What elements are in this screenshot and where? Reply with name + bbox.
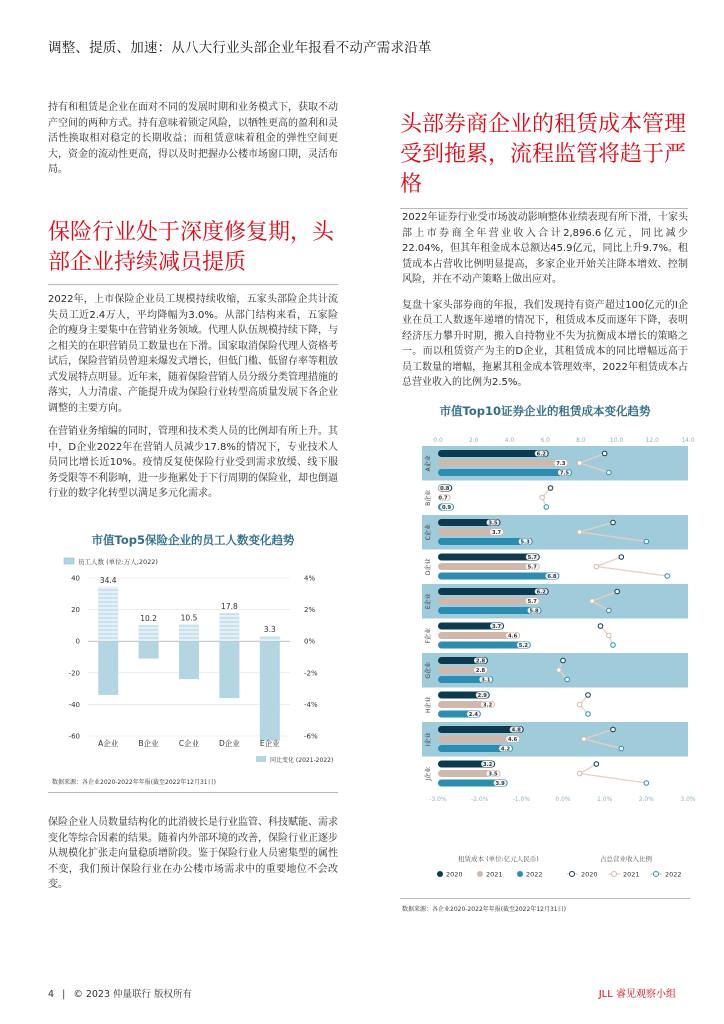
cost-value-label: 0.7	[438, 495, 448, 502]
count-value-label: 17.8	[221, 602, 238, 612]
cost-bar	[438, 460, 568, 467]
legend-counts-label: 员工人数 (单位:万人,2022)	[78, 558, 158, 566]
legend-label: 2021	[486, 870, 503, 879]
top-tick-label: 14.0	[681, 437, 695, 444]
category-label: C企业	[425, 524, 432, 541]
y-tick-label: 40	[71, 574, 80, 583]
legend-dot	[437, 871, 443, 877]
x-category-label: A企业	[98, 739, 119, 748]
securities-chart-source: 数据来源：各企业2020-2022年年报(截至2022年12月31日)	[402, 906, 566, 913]
cost-value-label: 6.2	[536, 451, 546, 458]
cost-value-label: 3.5	[488, 771, 498, 778]
bottom-tick-label: 2.0%	[638, 796, 654, 803]
y-tick-label: -40	[68, 700, 80, 709]
ratio-point	[565, 677, 570, 682]
ratio-point	[540, 495, 545, 500]
cost-value-label: 7.3	[556, 460, 566, 467]
count-bar	[139, 625, 159, 641]
left-intro	[48, 100, 338, 178]
top-tick-label: 2.0	[468, 437, 479, 444]
count-bar	[179, 625, 199, 642]
y-right-tick-label: -4%	[304, 700, 318, 709]
bottom-tick-label: -2.0%	[470, 796, 489, 803]
ratio-point	[602, 451, 607, 456]
footer-separator: |	[62, 989, 66, 1000]
cost-bar	[438, 588, 549, 595]
category-label: G企业	[425, 661, 432, 679]
bottom-tick-label: 0.0%	[555, 796, 571, 803]
insurance-chart-source: 数据来源：各企业2020-2022年年报(截至2022年12月31日)	[52, 779, 216, 786]
legend-label: 2020	[581, 870, 598, 879]
y-right-tick-label: -6%	[304, 732, 318, 741]
legend-dot	[477, 871, 483, 877]
cost-value-label: 5.7	[527, 554, 537, 561]
securities-legend	[430, 866, 700, 882]
cost-value-label: 3.9	[495, 780, 505, 787]
cost-bar	[438, 554, 540, 561]
cost-value-label: 2.8	[475, 658, 486, 665]
change-bar	[139, 641, 159, 658]
x-category-label: C企业	[178, 739, 200, 748]
cost-value-label: 6.8	[547, 573, 557, 580]
ratio-point	[665, 574, 670, 579]
chart-divider	[48, 792, 338, 793]
cost-value-label: 2.4	[468, 711, 478, 718]
count-value-label: 10.5	[180, 613, 198, 623]
copyright: © 2023 仲量联行 版权所有	[73, 989, 193, 1000]
top-tick-label: 10.0	[609, 437, 624, 444]
ratio-point	[598, 624, 603, 629]
legend-dot	[517, 871, 523, 877]
ratio-point	[615, 589, 620, 594]
change-bar	[179, 641, 199, 679]
cost-bar	[438, 607, 542, 614]
ratio-point	[577, 702, 582, 707]
insurance-chart-title: 市值Top5保险企业的员工人数变化趋势	[91, 533, 295, 547]
ratio-point	[582, 737, 587, 742]
ratio-point	[577, 771, 582, 776]
cost-bar	[438, 563, 540, 570]
ratio-point	[619, 746, 624, 751]
cost-value-label: 6.2	[536, 589, 546, 596]
y-right-tick-label: -2%	[304, 669, 318, 678]
cost-value-label: 4.6	[508, 633, 518, 640]
category-label: B企业	[425, 489, 432, 506]
footer-left	[48, 986, 192, 1000]
cost-value-label: 2.9	[477, 692, 487, 699]
top-tick-label: 6.0	[540, 437, 550, 444]
securities-chart-divider	[400, 898, 690, 899]
cost-value-label: 3.2	[483, 761, 493, 768]
cost-bar	[438, 469, 572, 476]
legend-marker	[654, 872, 659, 877]
ratio-line	[596, 557, 667, 576]
cost-bar	[438, 598, 540, 605]
ratio-point	[611, 727, 616, 732]
ratio-point	[619, 555, 624, 560]
securities-xlabel-left: 租赁成本 (单位:亿元人民币)	[458, 855, 539, 863]
legend-change-label: 同比变化 (2021-2022)	[270, 757, 334, 764]
heading-divider	[48, 284, 338, 285]
ratio-point	[561, 658, 566, 663]
cost-bar	[438, 573, 559, 580]
x-category-label: B企业	[138, 739, 159, 748]
ratio-point	[557, 668, 562, 673]
y-tick-label: 20	[71, 606, 80, 615]
category-label: J企业	[425, 766, 432, 781]
brand-footer: JLL 睿见观察小组	[598, 989, 676, 1000]
insurance-conclusion	[48, 815, 338, 893]
cost-value-label: 0.9	[441, 504, 452, 511]
cost-value-label: 2.8	[475, 667, 486, 674]
cost-value-label: 5.7	[527, 598, 537, 605]
ratio-point	[586, 693, 591, 698]
ratio-point	[644, 781, 649, 786]
bottom-tick-label: -3.0%	[429, 796, 447, 803]
intro-paragraph: 持有和租赁是企业在面对不同的发展时期和业务模式下，获取不动产空间的两种方式。持有意味着锁定风险，以牺牲更高的盈利和灵活性换取相对稳定的长期收益；而租赁意味着租金的弹性空间更大，资金的流动性更高，得以及时把握办公楼市场窗口期，灵活布局。	[48, 102, 338, 175]
cost-value-label: 5.3	[520, 539, 530, 546]
cost-value-label: 5.8	[529, 608, 539, 615]
bottom-tick-label: 3.0%	[680, 796, 696, 803]
ratio-point	[611, 520, 616, 525]
cost-value-label: 3.1	[481, 677, 491, 684]
x-category-label: E企业	[259, 739, 280, 748]
ratio-point	[594, 564, 599, 569]
legend-marker	[612, 872, 617, 877]
insurance-paragraph-3: 保险企业人员数量结构化的此消彼长是行业监管、科技赋能、需求变化等综合因素的结果。随着内外部环境的改善，保险行业正逐步从规模化扩张走向量稳质增阶段。鉴于保险行业人员密集型的属性不变，我们预计保险行业在办公楼市场需求中的重要地位不会改变。	[48, 817, 338, 890]
ratio-point	[607, 633, 612, 638]
category-label: H企业	[425, 696, 432, 714]
ratio-point	[594, 762, 599, 767]
cost-value-label: 4.8	[511, 727, 521, 734]
count-bar	[260, 636, 280, 641]
y-right-tick-label: 0%	[304, 637, 316, 646]
legend-marker	[570, 872, 575, 877]
change-bar	[260, 641, 280, 741]
ratio-point	[644, 539, 649, 544]
change-bar	[219, 641, 239, 698]
ratio-point	[611, 643, 616, 648]
securities-heading: 头部券商企业的租赁成本管理受到拖累，流程监管将趋于严格	[400, 112, 687, 197]
category-label: I企业	[425, 732, 432, 747]
category-label: E企业	[425, 593, 432, 610]
page-number: 4	[48, 989, 55, 1000]
top-tick-label: 0.0	[433, 437, 443, 444]
y-right-tick-label: 2%	[304, 606, 316, 615]
bottom-tick-label: 1.0%	[597, 796, 613, 803]
ratio-point	[544, 505, 549, 510]
securities-text	[402, 210, 688, 391]
insurance-heading-block	[48, 218, 340, 285]
legend-counts-swatch	[64, 558, 74, 564]
top-tick-label: 12.0	[645, 437, 659, 444]
ratio-point	[548, 486, 553, 491]
count-bar	[219, 613, 239, 641]
cost-value-label: 5.7	[527, 564, 537, 571]
insurance-text	[48, 292, 338, 502]
cost-value-label: 0.8	[440, 485, 450, 492]
y-right-tick-label: 4%	[304, 574, 316, 583]
count-bar	[98, 587, 118, 641]
legend-label: 2022	[526, 870, 543, 879]
legend-label: 2022	[665, 870, 682, 879]
securities-xlabel-right: 占总营业收入比例	[600, 855, 652, 863]
securities-paragraph-2: 复盘十家头部券商的年报，我们发现持有资产超过100亿元的I企业在员工人数逐年递增的情况下，租赁成本反而逐年下降，表明经济压力攀升时期，搬入自持物业不失为抗衡成本增长的策略之一。而以租赁资产为主的D企业，其租赁成本的同比增幅远高于员工数量的增幅，拖累其租金成本管理效率，2022年租赁成本占总营业收入的比例为2.5%。	[402, 299, 688, 388]
ratio-point	[607, 608, 612, 613]
securities-heading-block	[400, 110, 690, 209]
count-value-label: 34.4	[99, 575, 117, 585]
cost-value-label: 5.2	[518, 642, 528, 649]
ratio-point	[577, 530, 582, 535]
cost-value-label: 3.2	[483, 702, 493, 709]
count-value-label: 10.2	[140, 614, 157, 624]
category-label: F企业	[425, 628, 432, 644]
insurance-heading: 保险行业处于深度修复期，头部企业持续减员提质	[48, 220, 335, 275]
x-category-label: D企业	[219, 739, 240, 748]
insurance-chart	[40, 550, 340, 782]
bottom-tick-label: -1.0%	[512, 796, 531, 803]
cost-bar	[438, 538, 533, 545]
cost-bar	[438, 450, 549, 457]
securities-chart	[400, 432, 700, 882]
cost-value-label: 4.6	[508, 736, 518, 743]
change-bar	[98, 641, 118, 695]
ratio-point	[607, 470, 612, 475]
insurance-paragraph-1: 2022年，上市保险企业员工规模持续收缩，五家头部险企共计流失员工近2.4万人，平均降幅为3.0%。从部门结构来看，五家险企的瘦身主要集中在营销业务领域。代理人队伍规模持续下降，与之相关的在职营销员工数量也在下滑。国家取消保险代理人资格考试后，保险营销员曾迎来爆发式增长，但低门槛、低留存率等粗放式发展特点明显。近年来，随着保险营销人员分级分类管理措施的落实，人力清虚、产能提升成为保险行业转型高质量发展下各企业调整的主要方向。	[48, 294, 338, 414]
y-tick-label: -60	[68, 732, 80, 741]
cost-value-label: 4.2	[500, 746, 511, 753]
ratio-point	[586, 712, 591, 717]
ratio-line	[580, 764, 647, 783]
insurance-paragraph-2: 在营销业务缩编的同时，管理和技术类人员的比例却有所上升。其中，D企业2022年在营销人员减少17.8%的情况下，专业技术人员同比增长近10%。疫情反复使保险行业受到需求放缓、线下服务受限等不利影响，进一步拖累处于下行周期的保险业，却也倒逼行业的数字化转型以满足多元化需求。	[48, 426, 338, 499]
cost-value-label: 3.5	[488, 520, 498, 527]
cost-value-label: 3.7	[491, 623, 502, 630]
securities-paragraph-1: 2022年证券行业受市场波动影响整体业绩表现有所下滑，十家头部上市券商全年营业收入合计2,896.6亿元，同比减少22.04%，但其年租金成本总额达45.9亿元，同比上升9.7%。租赁成本占营收比例明显提高，多家企业开始关注降本增效、控制风险，并在不动产策略上做出应对。	[402, 212, 688, 285]
securities-chart-title: 市值Top10证券企业的租赁成本变化趋势	[439, 404, 651, 418]
ratio-point	[577, 461, 582, 466]
legend-label: 2020	[446, 870, 463, 879]
category-label: D企业	[425, 558, 432, 576]
legend-change-swatch	[256, 756, 266, 762]
y-tick-label: -20	[68, 669, 80, 678]
y-tick-label: 0	[75, 637, 80, 646]
ratio-point	[590, 599, 595, 604]
top-tick-label: 8.0	[576, 437, 586, 444]
cost-value-label: 7.5	[559, 470, 570, 477]
page-header-title: 调整、提质、加速：从八大行业头部企业年报看不动产需求沿革	[48, 40, 432, 56]
top-tick-label: 4.0	[504, 437, 515, 444]
securities-heading-divider	[400, 208, 688, 209]
cost-value-label: 3.7	[491, 529, 502, 536]
legend-label: 2021	[623, 870, 640, 879]
count-value-label: 3.3	[263, 624, 276, 634]
category-label: A企业	[425, 455, 432, 472]
